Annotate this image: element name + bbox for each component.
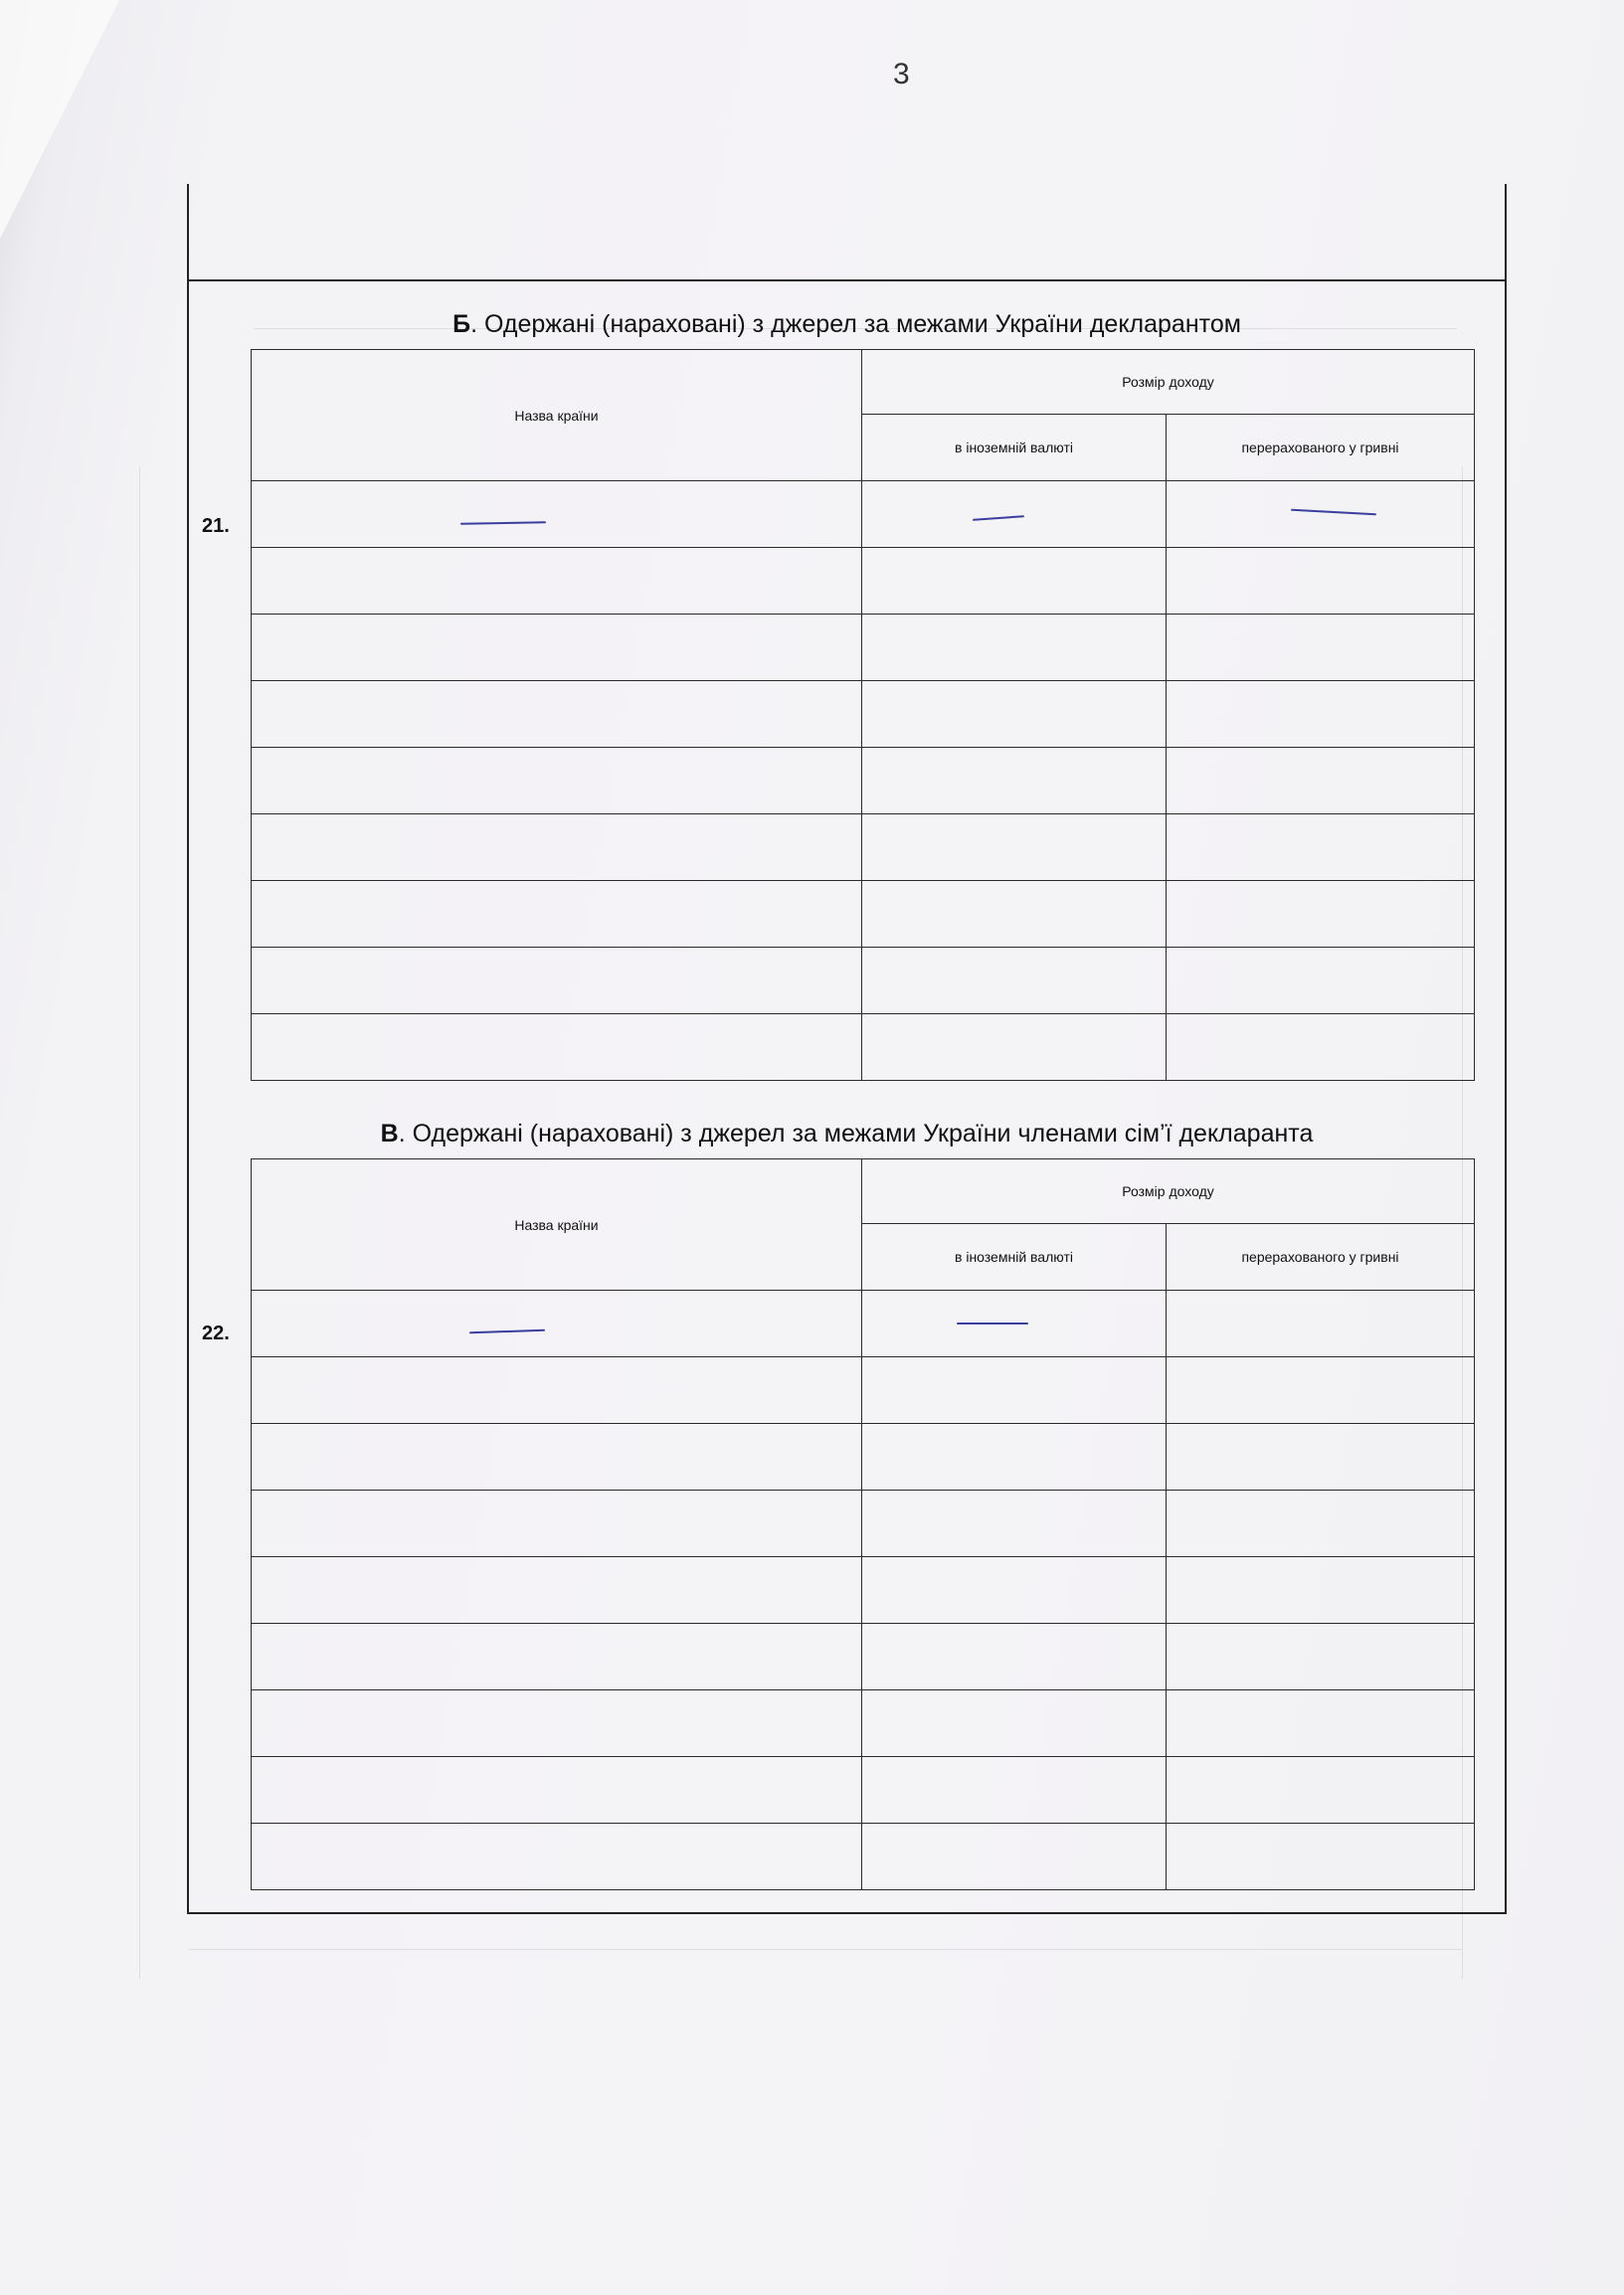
country-cell[interactable] — [252, 615, 862, 681]
page-corner-fold — [0, 0, 119, 239]
country-cell[interactable] — [252, 1357, 862, 1424]
uah-cell[interactable] — [1167, 548, 1475, 615]
page-number: 3 — [893, 58, 910, 90]
section-v-title — [187, 1120, 1507, 1148]
foreign-currency-cell[interactable] — [862, 1357, 1167, 1424]
foreign-currency-cell[interactable] — [862, 1491, 1167, 1557]
form-frame-left — [187, 184, 189, 1914]
uah-cell[interactable] — [1167, 881, 1475, 948]
foreign-currency-cell[interactable] — [862, 748, 1167, 814]
show-through-line — [139, 467, 140, 1979]
uah-cell[interactable] — [1167, 1424, 1475, 1491]
country-cell[interactable] — [252, 481, 862, 548]
country-cell[interactable] — [252, 748, 862, 814]
foreign-currency-cell[interactable] — [862, 1690, 1167, 1757]
section-b-title — [187, 310, 1507, 339]
uah-cell[interactable] — [1167, 814, 1475, 881]
country-cell[interactable] — [252, 548, 862, 615]
uah-cell[interactable] — [1167, 748, 1475, 814]
country-cell[interactable] — [252, 1624, 862, 1690]
foreign-currency-cell[interactable] — [862, 1014, 1167, 1081]
foreign-currency-cell[interactable] — [862, 1424, 1167, 1491]
form-frame-bottom-rule — [187, 1912, 1507, 1914]
uah-cell[interactable] — [1167, 1557, 1475, 1624]
foreign-currency-cell[interactable] — [862, 1557, 1167, 1624]
form-frame-right — [1505, 184, 1507, 1914]
foreign-currency-cell[interactable] — [862, 615, 1167, 681]
uah-cell[interactable] — [1167, 1291, 1475, 1357]
section-v-title-text: . Одержані (нараховані) з джерел за межами України членами сім’ї декларанта — [398, 1120, 1314, 1148]
country-cell[interactable] — [252, 1291, 862, 1357]
foreign-currency-header: в іноземній валюті — [862, 415, 1167, 481]
country-cell[interactable] — [252, 1424, 862, 1491]
foreign-currency-header: в іноземній валюті — [862, 1224, 1167, 1291]
country-cell[interactable] — [252, 1557, 862, 1624]
country-cell[interactable] — [252, 948, 862, 1014]
section-b-table — [251, 349, 1475, 1081]
foreign-currency-cell[interactable] — [862, 548, 1167, 615]
section-v-letter: В — [380, 1120, 399, 1148]
section-b-title-text: . Одержані (нараховані) з джерел за межами України декларантом — [470, 310, 1241, 338]
foreign-currency-cell[interactable] — [862, 1824, 1167, 1890]
row-number-22: 22. — [202, 1323, 230, 1344]
income-size-header: Розмір доходу — [862, 350, 1475, 415]
form-frame-top-rule — [187, 279, 1507, 281]
uah-cell[interactable] — [1167, 615, 1475, 681]
country-cell[interactable] — [252, 1491, 862, 1557]
country-name-header: Назва країни — [252, 1159, 862, 1291]
section-v-table — [251, 1158, 1475, 1890]
foreign-currency-cell[interactable] — [862, 481, 1167, 548]
foreign-currency-cell[interactable] — [862, 814, 1167, 881]
country-cell[interactable] — [252, 1824, 862, 1890]
country-cell[interactable] — [252, 1757, 862, 1824]
uah-cell[interactable] — [1167, 1824, 1475, 1890]
uah-cell[interactable] — [1167, 1690, 1475, 1757]
country-cell[interactable] — [252, 881, 862, 948]
uah-cell[interactable] — [1167, 1014, 1475, 1081]
uah-cell[interactable] — [1167, 1624, 1475, 1690]
foreign-currency-cell[interactable] — [862, 1757, 1167, 1824]
foreign-currency-cell[interactable] — [862, 881, 1167, 948]
country-cell[interactable] — [252, 1690, 862, 1757]
foreign-currency-cell[interactable] — [862, 1624, 1167, 1690]
country-cell[interactable] — [252, 814, 862, 881]
section-b-letter: Б — [452, 310, 471, 338]
uah-cell[interactable] — [1167, 1357, 1475, 1424]
foreign-currency-cell[interactable] — [862, 948, 1167, 1014]
uah-cell[interactable] — [1167, 481, 1475, 548]
show-through-line — [189, 1949, 1462, 1950]
row-number-21: 21. — [202, 515, 230, 537]
uah-header: перерахованого у гривні — [1167, 1224, 1475, 1291]
country-name-header: Назва країни — [252, 350, 862, 481]
uah-cell[interactable] — [1167, 1757, 1475, 1824]
uah-header: перерахованого у гривні — [1167, 415, 1475, 481]
handwritten-dash — [957, 1323, 1028, 1324]
country-cell[interactable] — [252, 681, 862, 748]
uah-cell[interactable] — [1167, 948, 1475, 1014]
uah-cell[interactable] — [1167, 1491, 1475, 1557]
income-size-header: Розмір доходу — [862, 1159, 1475, 1224]
foreign-currency-cell[interactable] — [862, 681, 1167, 748]
uah-cell[interactable] — [1167, 681, 1475, 748]
country-cell[interactable] — [252, 1014, 862, 1081]
